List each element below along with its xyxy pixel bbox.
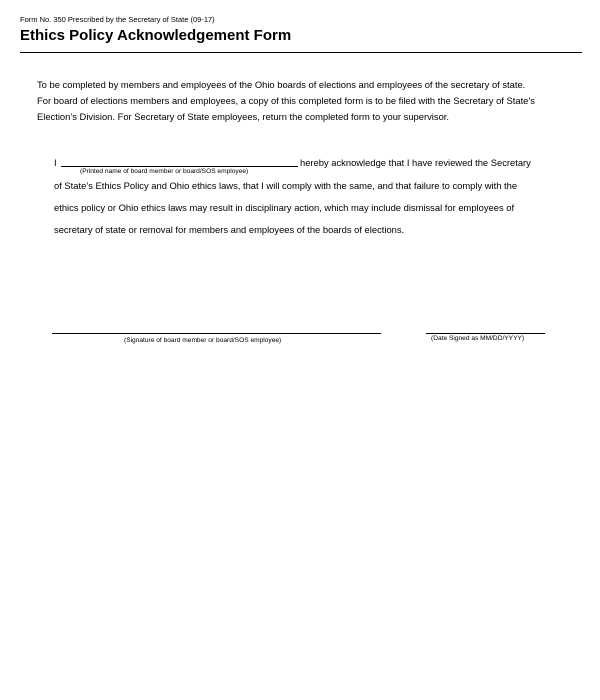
printed-name-caption: (Printed name of board member or board/SOS employee) bbox=[80, 168, 249, 175]
acknowledgement-line-4: secretary of state or removal for members and employees of the boards of elections. bbox=[54, 224, 405, 235]
instructions-line: To be completed by members and employees of the Ohio boards of elections and employees of the secretary of state. bbox=[37, 79, 526, 90]
acknowledgement-line-1: hereby acknowledge that I have reviewed the Secretary bbox=[300, 157, 531, 168]
signature-caption: (Signature of board member or board/SOS employee) bbox=[124, 337, 282, 344]
page-title: Ethics Policy Acknowledgement Form bbox=[20, 27, 292, 44]
form-number: Form No. 350 Prescribed by the Secretary of State (09-17) bbox=[20, 15, 215, 24]
acknowledgement-line-2: of State’s Ethics Policy and Ohio ethics laws, that I will comply with the same, and that failure to comply with the bbox=[54, 180, 518, 191]
date-signed-field[interactable] bbox=[426, 333, 545, 334]
instructions-paragraph bbox=[37, 77, 582, 125]
signature-field[interactable] bbox=[52, 333, 381, 334]
printed-name-field[interactable] bbox=[61, 166, 298, 167]
acknowledgement-prefix: I bbox=[54, 157, 57, 168]
instructions-line: For board of elections members and employees, a copy of this completed form is to be filed with the Secretary of State’s bbox=[37, 95, 535, 106]
instructions-line: Election’s Division. For Secretary of State employees, return the completed form to your supervisor. bbox=[37, 111, 449, 122]
title-divider bbox=[20, 52, 582, 53]
acknowledgement-line-3: ethics policy or Ohio ethics laws may result in disciplinary action, which may include dismissal for employees of bbox=[54, 202, 515, 213]
date-signed-caption: (Date Signed as MM/DD/YYYY) bbox=[431, 335, 525, 342]
